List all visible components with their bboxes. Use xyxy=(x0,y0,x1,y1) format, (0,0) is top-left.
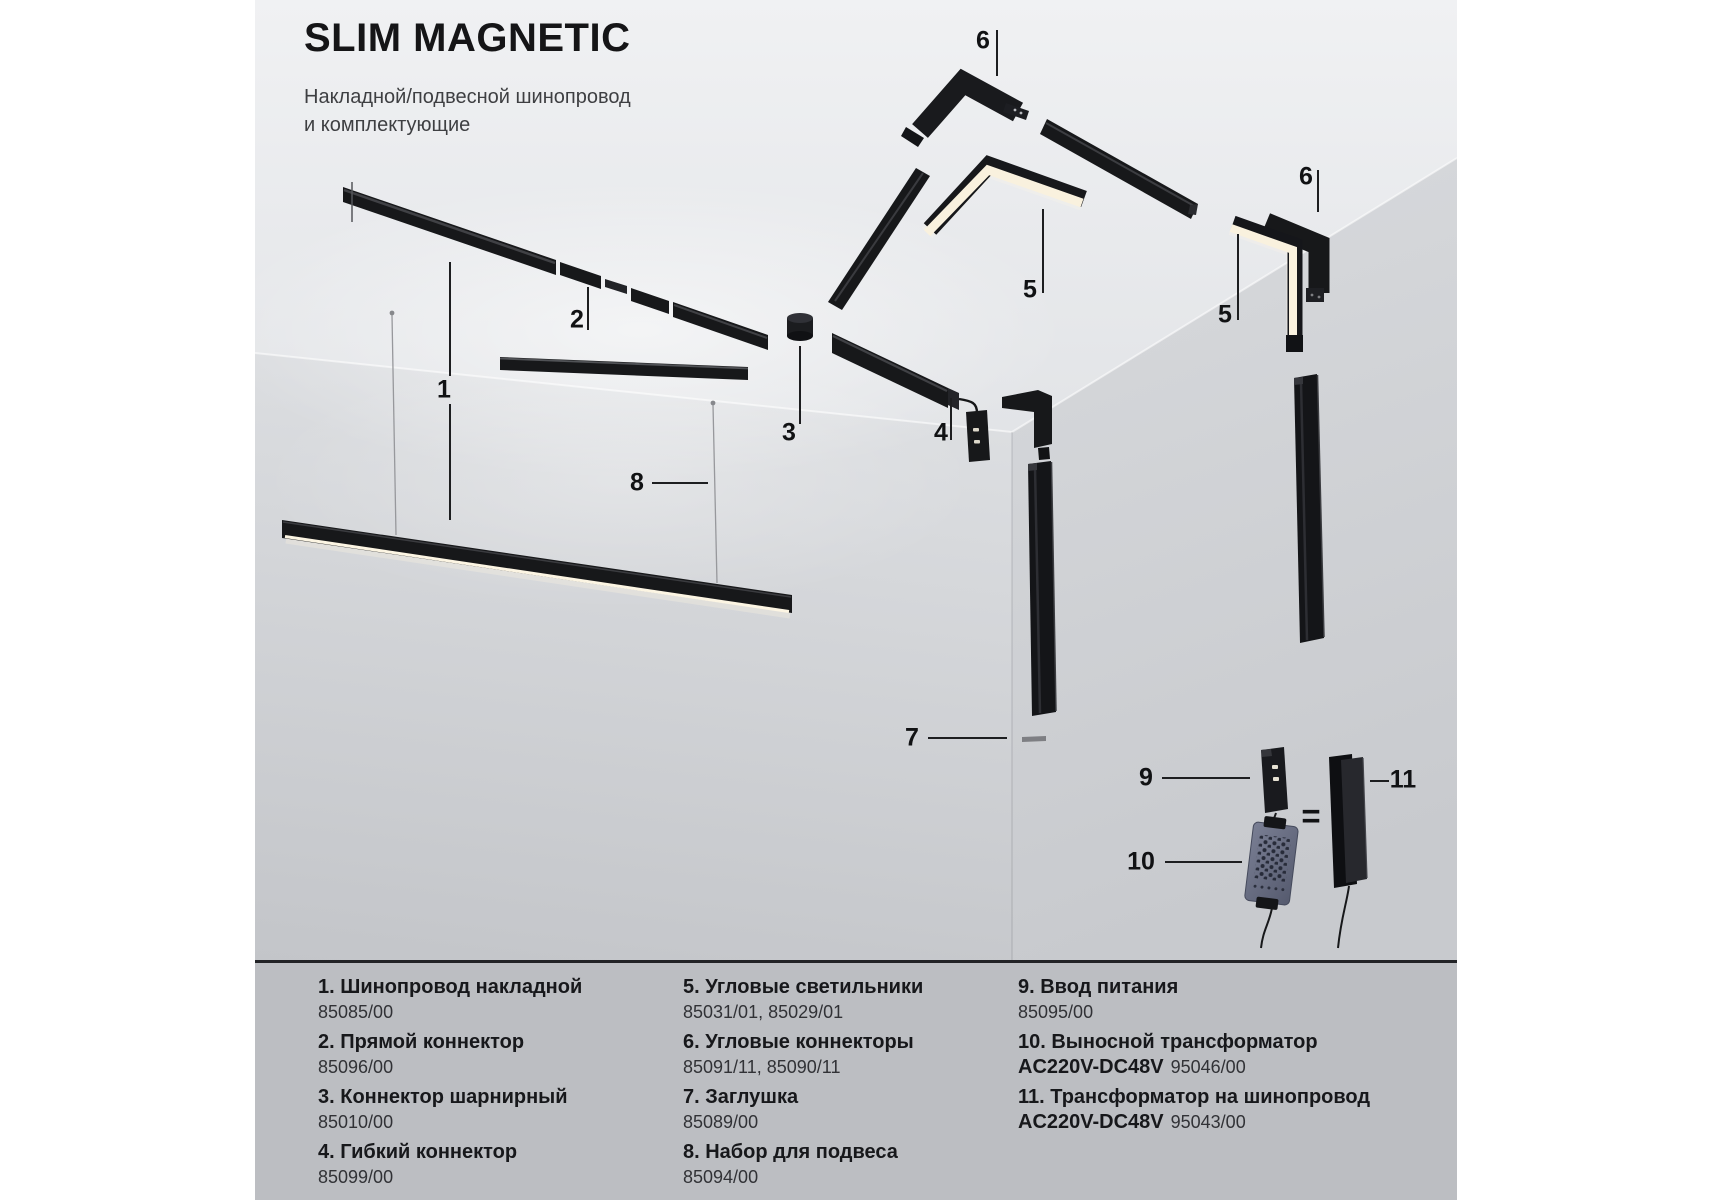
legend-item-label: 7. Заглушка xyxy=(683,1086,799,1108)
legend-item-7 xyxy=(683,1085,1003,1134)
callout-10: 10 xyxy=(1127,847,1155,876)
hinge-connector-puck xyxy=(787,313,813,341)
legend-item-label: 4. Гибкий коннектор xyxy=(318,1141,518,1163)
legend-item-code: 85010/00 xyxy=(318,1112,394,1132)
page-subtitle-line1: Накладной/подвесной шинопровод xyxy=(304,86,631,108)
legend-item-code: 85089/00 xyxy=(683,1112,759,1132)
legend-item-label: 10. Выносной трансформатор xyxy=(1018,1031,1318,1053)
legend-item-code: 85095/00 xyxy=(1018,1002,1094,1022)
legend-item-code: 85099/00 xyxy=(318,1167,394,1187)
legend-item-label: 11. Трансформатор на шинопровод xyxy=(1018,1086,1371,1108)
scene-render xyxy=(255,0,1457,961)
equals-sign: = xyxy=(1301,797,1321,835)
legend-item-label: 9. Ввод питания xyxy=(1018,976,1179,998)
end-cap xyxy=(1022,736,1046,742)
legend-item-code: 85085/00 xyxy=(318,1002,394,1022)
header xyxy=(304,16,631,139)
legend-column-1 xyxy=(318,975,658,1195)
callout-2: 2 xyxy=(570,305,584,334)
legend-item-label: 5. Угловые светильники xyxy=(683,976,924,998)
legend-item-code: 85096/00 xyxy=(318,1057,394,1077)
callout-7: 7 xyxy=(905,723,919,752)
legend-item-label: 6. Угловые коннекторы xyxy=(683,1031,914,1053)
callout-11: 11 xyxy=(1389,765,1417,794)
legend-item-label: 3. Коннектор шарнирный xyxy=(318,1086,568,1108)
callout-8: 8 xyxy=(630,468,644,497)
page-subtitle xyxy=(304,83,631,139)
legend-item-code: AC220V-DC48V 95046/00 xyxy=(1018,1056,1246,1078)
callout-6-top: 6 xyxy=(976,26,990,55)
legend-item-10 xyxy=(1018,1030,1458,1079)
legend-item-9 xyxy=(1018,975,1458,1024)
legend-item-5 xyxy=(683,975,1003,1024)
legend-item-4 xyxy=(318,1140,658,1189)
legend-item-code: 85031/01, 85029/01 xyxy=(683,1002,844,1022)
legend-item-8 xyxy=(683,1140,1003,1189)
legend-item-label: 8. Набор для подвеса xyxy=(683,1141,898,1163)
legend-item-2 xyxy=(318,1030,658,1079)
page-subtitle-line2: и комплектующие xyxy=(304,114,471,136)
legend-column-3 xyxy=(1018,975,1458,1140)
legend-item-label: 1. Шинопровод накладной xyxy=(318,976,583,998)
callout-3: 3 xyxy=(782,418,796,447)
page-title: SLIM MAGNETIC xyxy=(304,16,631,60)
legend-column-2 xyxy=(683,975,1003,1195)
callout-4: 4 xyxy=(934,418,948,447)
callout-5-top: 5 xyxy=(1023,275,1037,304)
legend-item-code: AC220V-DC48V 95043/00 xyxy=(1018,1111,1246,1133)
legend-item-6 xyxy=(683,1030,1003,1079)
legend-item-1 xyxy=(318,975,658,1024)
legend-item-3 xyxy=(318,1085,658,1134)
legend-item-code: 85091/11, 85090/11 xyxy=(683,1057,841,1077)
legend-divider xyxy=(255,960,1457,963)
callout-5-right: 5 xyxy=(1218,300,1232,329)
legend-item-label: 2. Прямой коннектор xyxy=(318,1031,525,1053)
callout-6-right: 6 xyxy=(1299,162,1313,191)
callout-9: 9 xyxy=(1139,763,1153,792)
legend-item-11 xyxy=(1018,1085,1458,1134)
wall-track-center xyxy=(1028,461,1056,716)
callout-1: 1 xyxy=(437,375,451,404)
legend-item-code: 85094/00 xyxy=(683,1167,759,1187)
room-planes xyxy=(255,0,1457,961)
